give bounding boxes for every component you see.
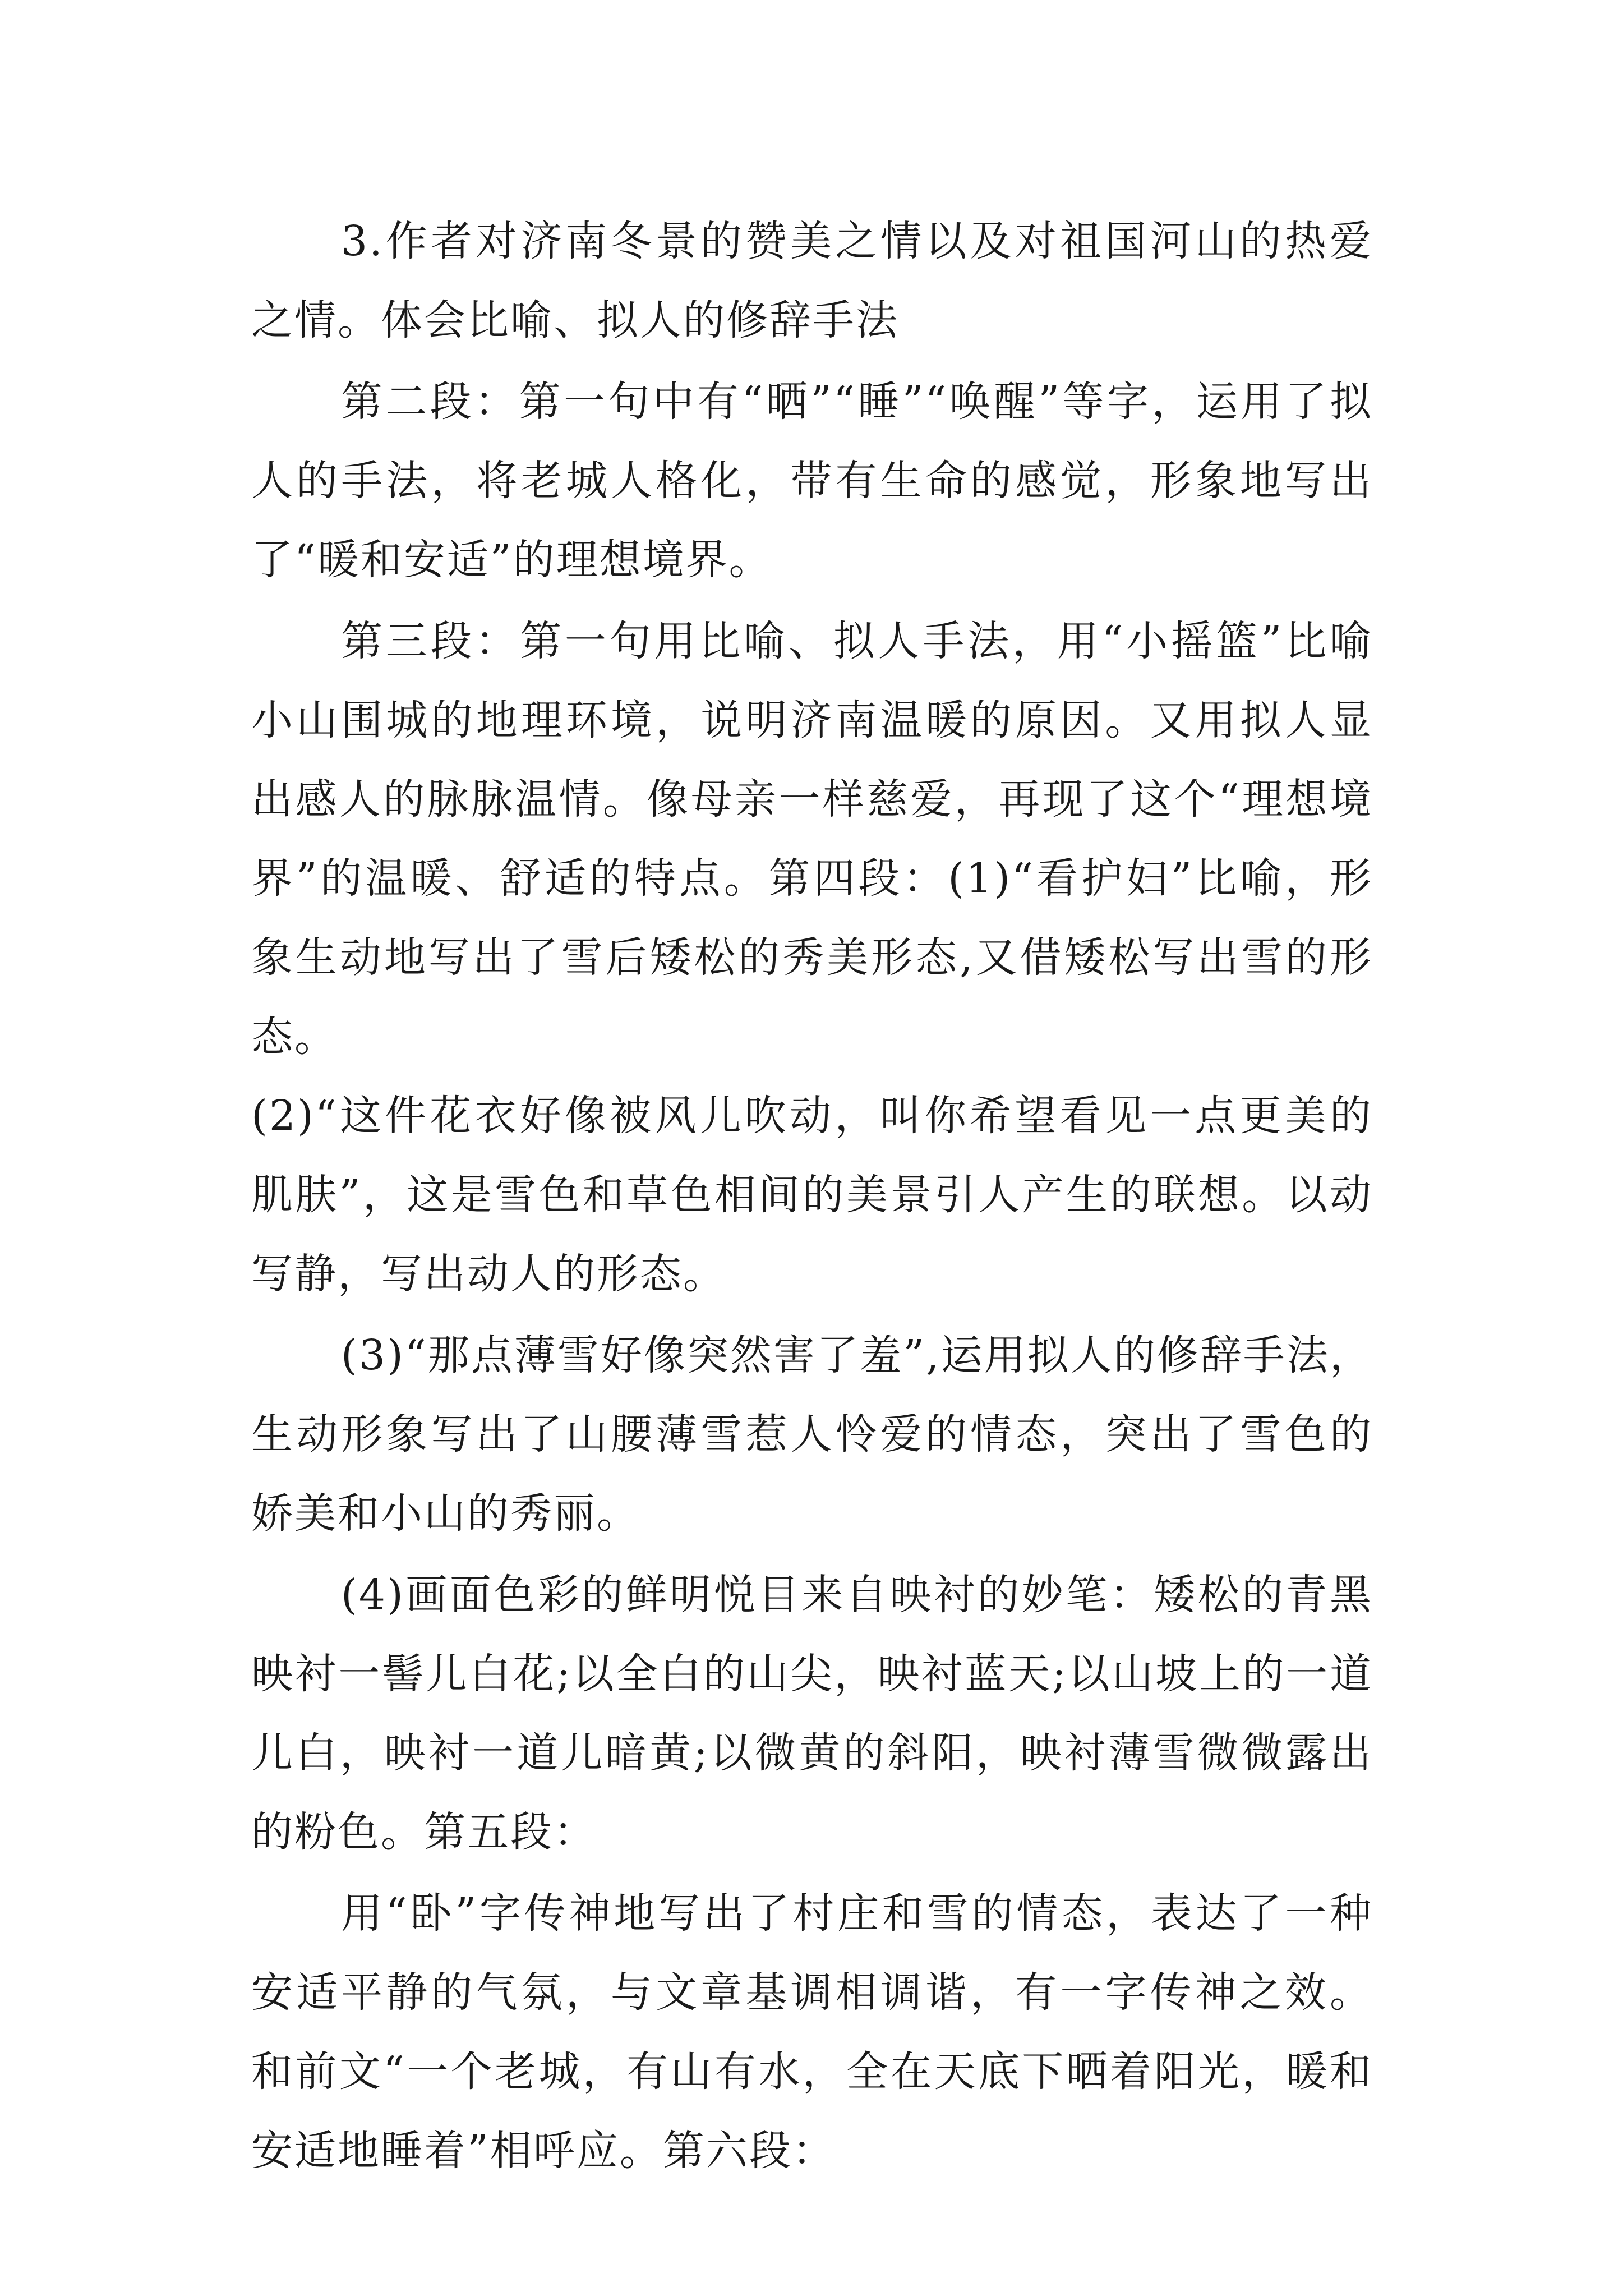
paragraph-5: (3)“那点薄雪好像突然害了羞”,运用拟人的修辞手法，生动形象写出了山腰薄雪惹人怜爱的情态，突出了雪色的娇美和小山的秀丽。 <box>251 1331 1373 1538</box>
paragraph-1: 3.作者对济南冬景的赞美之情以及对祖国河山的热爱之情。体会比喻、拟人的修辞手法 <box>251 217 1373 344</box>
paragraph-6: (4)画面色彩的鲜明悦目来自映衬的妙笔：矮松的青黑映衬一髻儿白花;以全白的山尖，映衬蓝天;以山坡上的一道儿白，映衬一道儿暗黄;以微黄的斜阳，映衬薄雪微微露出的粉色。第五段： <box>251 1571 1373 1856</box>
paragraph-3: 第三段：第一句用比喻、拟人手法，用“小摇篮”比喻小山围城的地理环境，说明济南温暖的原因。又用拟人显出感人的脉脉温情。像母亲一样慈爱，再现了这个“理想境界”的温暖、舒适的特点。第四段：(1)“看护妇”比喻，形象生动地写出了雪后矮松的秀美形态,又借矮松写出雪的形态。 <box>251 617 1373 1061</box>
paragraph-4: (2)“这件花衣好像被风儿吹动，叫你希望看见一点更美的肌肤”，这是雪色和草色相间的美景引人产生的联想。以动写静，写出动人的形态。 <box>251 1092 1373 1298</box>
paragraph-7: 用“卧”字传神地写出了村庄和雪的情态，表达了一种安适平静的气氛，与文章基调相调谐，有一字传神之效。和前文“一个老城，有山有水，全在天底下晒着阳光，暖和安适地睡着”相呼应。第六段： <box>251 1889 1373 2175</box>
paragraph-2: 第二段：第一句中有“晒”“睡”“唤醒”等字，运用了拟人的手法，将老城人格化，带有生命的感觉，形象地写出了“暖和安适”的理想境界。 <box>251 378 1373 584</box>
document-body <box>251 202 1373 2191</box>
